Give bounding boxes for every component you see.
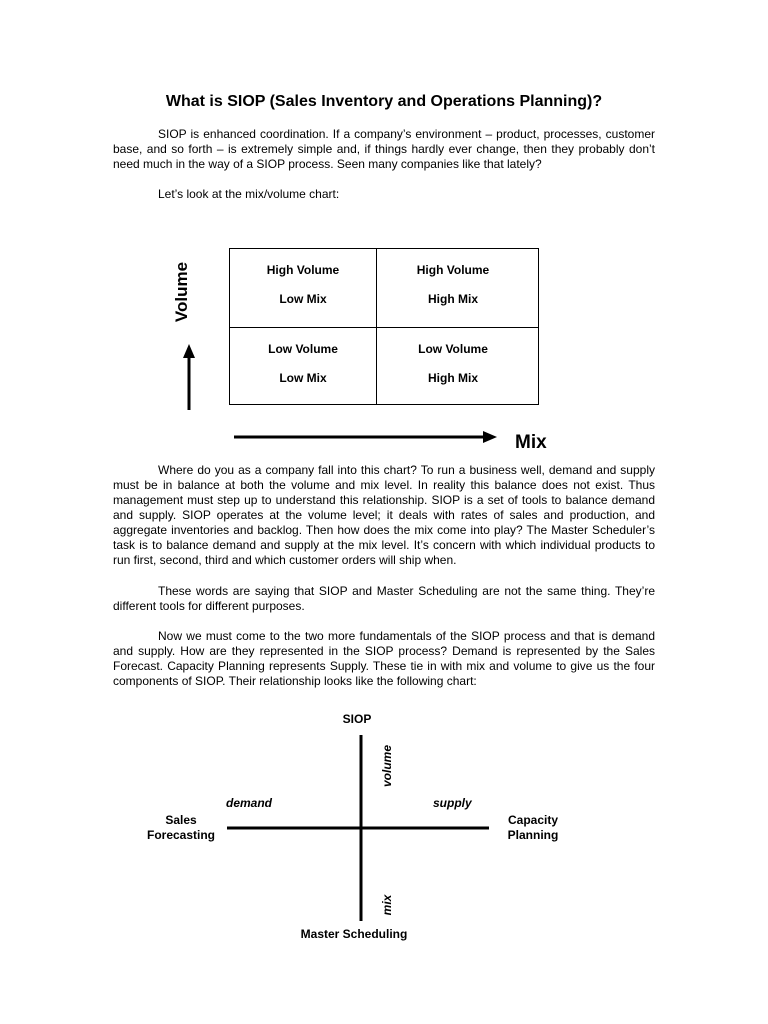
cell-mix-text: High Mix [428, 371, 478, 385]
supply-label: supply [433, 796, 472, 810]
volume-axis-label: Volume [172, 261, 191, 323]
cell-mix-text: Low Mix [279, 371, 327, 385]
volume-arrow-icon [183, 344, 195, 410]
page-title: What is SIOP (Sales Inventory and Operations Planning)? [165, 93, 603, 110]
volume-axis-word: volume [380, 744, 394, 788]
mix-axis-word: mix [380, 894, 394, 916]
cell-mix-text: High Mix [428, 292, 478, 306]
quadrant-cross [227, 735, 489, 921]
cell-volume-text: Low Volume [418, 342, 488, 356]
paragraph-look: Let’s look at the mix/volume chart: [158, 187, 340, 201]
cell-volume-text: Low Volume [268, 342, 338, 356]
capacity-planning-label: Capacity Planning [507, 813, 559, 842]
demand-label: demand [226, 796, 273, 810]
cell-mix-text: Low Mix [279, 292, 327, 306]
paragraph-where: Where do you as a company fall into this chart? To run a business well, demand and supply must be in balance at both the volume and mix level. In reality this balance does not exist. Thus management must step up to understand this relationship. SIOP is a set of tools to balance demand and supply. SIOP operates at the volume level; it deals with rates of sales and production, and aggregate inventories and backlog. Then how does the mix come into play? The Master Scheduler’s task is to balance demand and supply at the mix level. It’s concern with which individual products to run first, second, third and which customer orders will ship when. [113, 463, 655, 567]
mix-axis-label: Mix [515, 432, 547, 453]
cell-volume-text: High Volume [416, 263, 490, 277]
paragraph-now: Now we must come to the two more fundamentals of the SIOP process and that is demand and supply. How are they represented in the SIOP process? Demand is represented by the Sales Forecast. Capacity Planning represents Supply. These tie in with mix and volume to give us the four components of SIOP. Their relationship looks like the following chart: [113, 629, 655, 688]
sales-forecasting-label: Sales Forecasting [146, 813, 215, 842]
mix-arrow-icon [234, 431, 497, 443]
master-scheduling-label: Master Scheduling [300, 927, 408, 941]
siop-label: SIOP [342, 712, 372, 726]
paragraph-intro: SIOP is enhanced coordination. If a company’s environment – product, processes, customer base, and so forth – is extremely simple and, if things hardly ever change, then they probably don’t need much in the way of a SIOP process. Seen many companies like that lately? [113, 127, 655, 171]
cell-volume-text: High Volume [266, 263, 340, 277]
paragraph-words: These words are saying that SIOP and Master Scheduling are not the same thing. They’re different tools for different purposes. [113, 584, 655, 613]
